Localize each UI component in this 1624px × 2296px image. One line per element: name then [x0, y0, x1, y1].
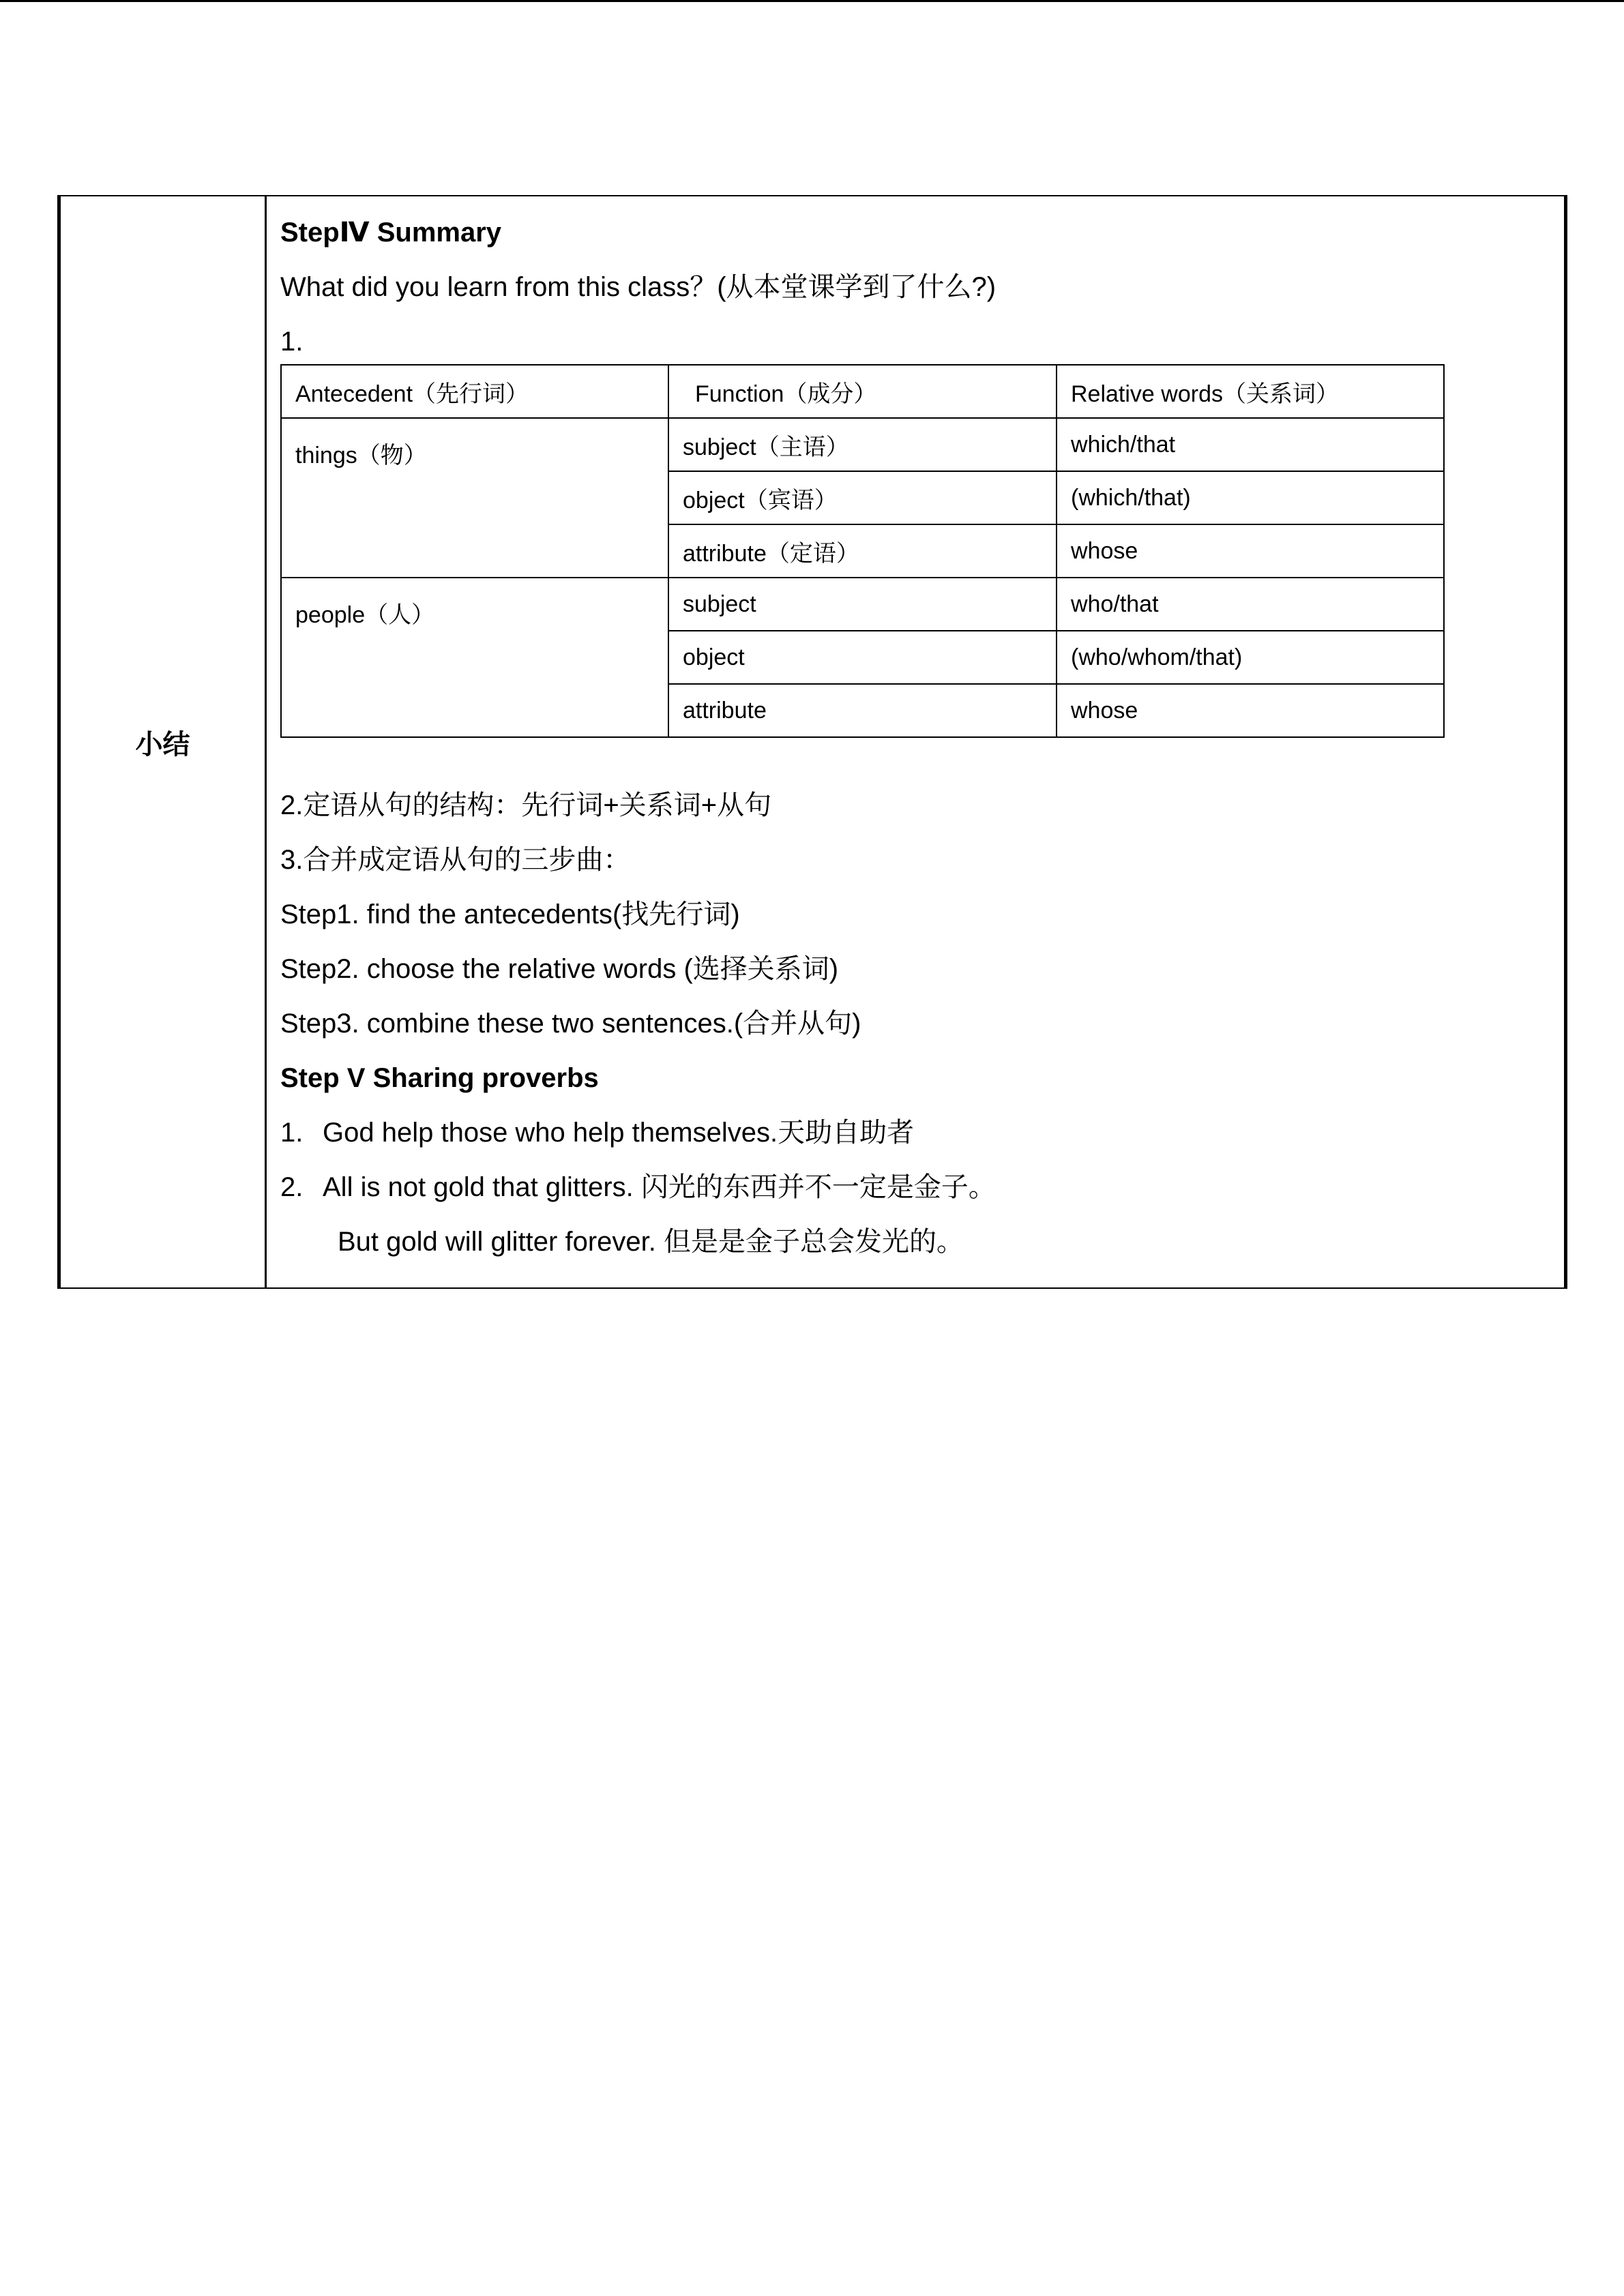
function-cell: attribute — [668, 684, 1057, 737]
proverb-1-text: God help those who help themselves.天助自助者 — [323, 1118, 915, 1148]
relative-clause-table — [280, 364, 1445, 738]
table-row — [281, 418, 1444, 471]
proverb-2-number: 2. — [280, 1172, 304, 1202]
function-cell: subject — [668, 578, 1057, 631]
relative-cell: who/that — [1057, 578, 1444, 631]
question-text: What did you learn from this class？(从本堂课学到了什么?) — [280, 272, 996, 302]
table-row — [281, 578, 1444, 631]
header-antecedent: Antecedent（先行词） — [281, 365, 668, 418]
item1-label: 1. — [280, 327, 304, 357]
proverb-2-continuation: But gold will glitter forever. 但是是金子总会发光的。 — [338, 1227, 964, 1257]
relative-cell: (which/that) — [1057, 471, 1444, 524]
header-function: Function（成分） — [668, 365, 1057, 418]
relative-cell: whose — [1057, 684, 1444, 737]
step3-text: Step3. combine these two sentences.(合并从句) — [280, 1009, 861, 1039]
table-header-row — [281, 365, 1444, 418]
function-cell: attribute（定语） — [668, 524, 1057, 578]
antecedent-people: people（人） — [281, 578, 668, 737]
section-label: 小结 — [135, 728, 190, 760]
step2-text: Step2. choose the relative words (选择关系词) — [280, 954, 839, 984]
relative-cell: (who/whom/that) — [1057, 631, 1444, 684]
function-cell: object — [668, 631, 1057, 684]
step5-title: Step V Sharing proverbs — [280, 1063, 599, 1093]
column-divider — [265, 196, 267, 1287]
function-cell: subject（主语） — [668, 418, 1057, 471]
antecedent-things: things（物） — [281, 418, 668, 578]
section-label-cell — [61, 196, 265, 1287]
function-cell: object（宾语） — [668, 471, 1057, 524]
relative-cell: which/that — [1057, 418, 1444, 471]
content-cell — [280, 196, 1564, 1287]
proverb-1 — [280, 1116, 914, 1150]
proverb-1-number: 1. — [280, 1118, 304, 1148]
page-top-rule — [0, 0, 1624, 2]
step1-text: Step1. find the antecedents(找先行词) — [280, 899, 740, 929]
proverb-2 — [280, 1170, 996, 1204]
proverb-2-text: All is not gold that glitters. 闪光的东西并不一定是金子。 — [323, 1172, 996, 1202]
relative-cell: whose — [1057, 524, 1444, 578]
header-relative-words: Relative words（关系词） — [1057, 365, 1444, 418]
lesson-table — [57, 195, 1567, 1289]
item2-structure: 2.定语从句的结构：先行词+关系词+从句 — [280, 790, 772, 820]
step4-title: StepⅣ Summary — [280, 218, 502, 248]
item3-steps-heading: 3.合并成定语从句的三步曲： — [280, 845, 631, 875]
